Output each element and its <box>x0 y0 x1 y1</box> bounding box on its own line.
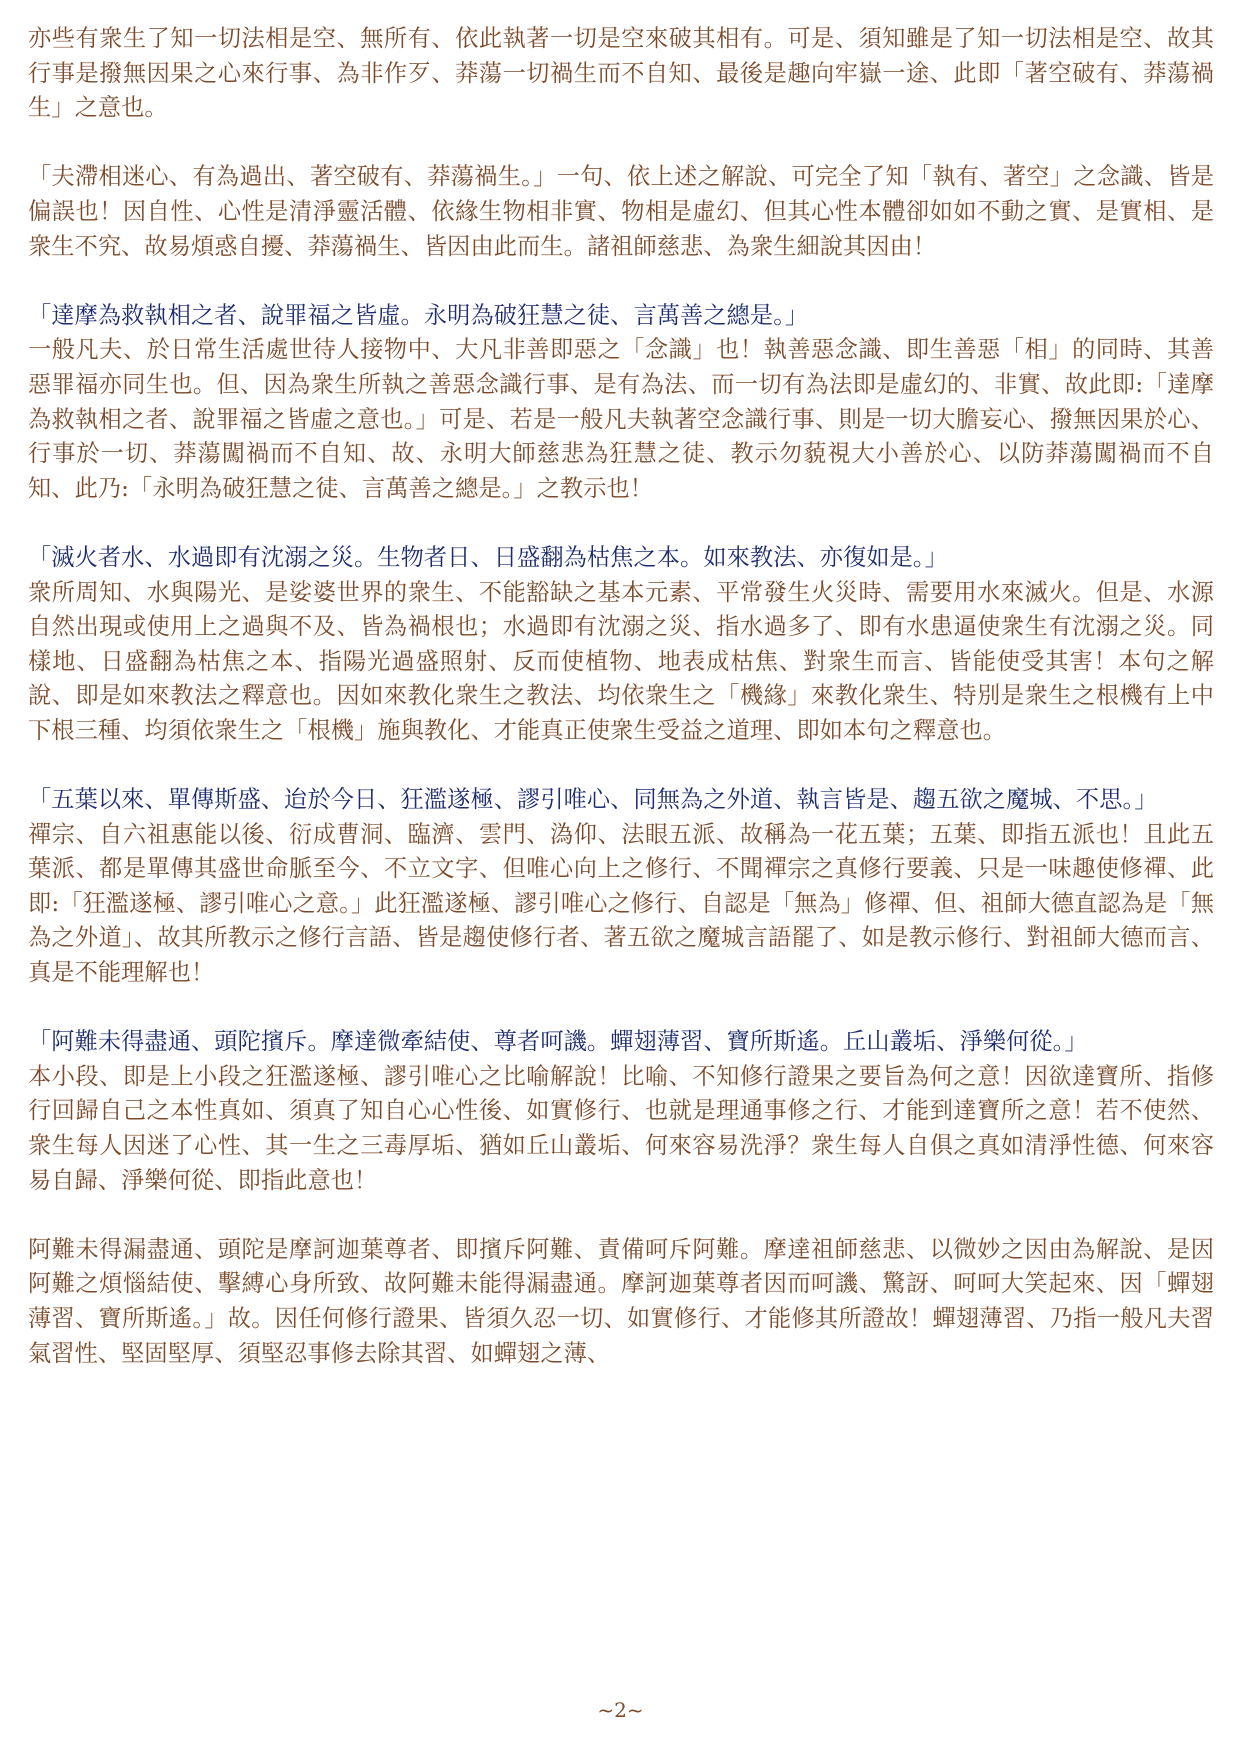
paragraph-5: 禪宗、自六祖惠能以後、衍成曹洞、臨濟、雲門、溈仰、法眼五派、故稱為一花五葉；五葉、即指五派也！且此五葉派、都是單傳其盛世命脈至今、不立文字、但唯心向上之修行、不聞禪宗之真修行要義、只是一味趣使修禪、此即:「狂濫遂極、謬引唯心之意。」此狂濫遂極、謬引唯心之修行、自認是「無為」修禪、但、祖師大德直認為是「無為之外道」、故其所教示之修行言語、皆是趨使修行者、著五欲之魔城言語罷了、如是教示修行、對祖師大德而言、真是不能理解也！ <box>28 820 1214 987</box>
paragraph-7: 阿難未得漏盡通、頭陀是摩訶迦葉尊者、即擯斥阿難、責備呵斥阿難。摩達祖師慈悲、以微妙之因由為解說、是因阿難之煩惱結使、擊縛心身所致、故阿難未能得漏盡通。摩訶迦葉尊者因而呵譏、驚訝、呵呵大笑起來、因「蟬翅薄習、寶所斯遙。」故。因任何修行證果、皆須久忍一切、如實修行、才能修其所證故！蟬翅薄習、乃指一般凡夫習氣習性、堅固堅厚、須堅忍事修去除其習、如蟬翅之薄、 <box>28 1235 1214 1367</box>
page-number: ~2~ <box>597 1698 644 1722</box>
quote-2: 「滅火者水、水過即有沈溺之災。生物者日、日盛翻為枯焦之本。如來教法、亦復如是。」 <box>28 543 948 571</box>
paragraph-1: 亦些有衆生了知一切法相是空、無所有、依此執著一切是空來破其相有。可是、須知雖是了知一切法相是空、故其行事是撥無因果之心來行事、為非作歹、莽蕩一切禍生而不自知、最後是趣向牢嶽一途、此即「著空破有、莽蕩禍生」之意也。 <box>28 25 1214 122</box>
paragraph-6: 本小段、即是上小段之狂濫遂極、謬引唯心之比喻解說！比喻、不知修行證果之要旨為何之意！因欲達寶所、指修行回歸自己之本性真如、須真了知自心心性後、如實修行、也就是理通事修之行、才能到達寶所之意！若不使然、衆生每人因迷了心性、其一生之三毒厚垢、猶如丘山叢垢、何來容易洗淨？衆生每人自俱之真如清淨性德、何來容易自歸、淨樂何從、即指此意也！ <box>28 1062 1214 1194</box>
paragraph-3: 一般凡夫、於日常生活處世待人接物中、大凡非善即惡之「念識」也！執善惡念識、即生善惡「相」的同時、其善惡罪福亦同生也。但、因為衆生所執之善惡念識行事、是有為法、而一切有為法即是虛幻的、非實、故此即:「達摩為救執相之者、說罪福之皆虛之意也。」可是、若是一般凡夫執著空念識行事、則是一切大膽妄心、撥無因果於心、行事於一切、莽蕩闖禍而不自知、故、永明大師慈悲為狂慧之徒、教示勿藐視大小善於心、以防莽蕩闖禍而不自知、此乃:「永明為破狂慧之徒、言萬善之總是。」之教示也！ <box>28 336 1214 502</box>
paragraph-4: 衆所周知、水與陽光、是娑婆世界的衆生、不能豁缺之基本元素、平常發生火災時、需要用水來滅火。但是、水源自然出現或使用上之過與不及、皆為禍根也；水過即有沈溺之災、指水過多了、即有水患逼使衆生有沈溺之災。同樣地、日盛翻為枯焦之本、指陽光過盛照射、反而使植物、地表成枯焦、對衆生而言、皆能使受其害！本句之解說、即是如來教法之釋意也。因如來教化衆生之教法、均依衆生之「機緣」來教化衆生、特別是衆生之根機有上中下根三種、均須依衆生之「根機」施與教化、才能真正使衆生受益之道理、即如本句之釋意也。 <box>28 578 1214 744</box>
page-body <box>28 22 1214 1371</box>
quote-3: 「五葉以來、單傳斯盛、迨於今日、狂濫遂極、謬引唯心、同無為之外道、執言皆是、趨五欲之魔城、不思。」 <box>28 786 1158 814</box>
paragraph-2: 「夫滯相迷心、有為過出、著空破有、莽蕩禍生。」一句、依上述之解說、可完全了知「執有、著空」之念識、皆是偏誤也！因自性、心性是清淨靈活體、依緣生物相非實、物相是虛幻、但其心性本體卻如如不動之實、是實相、是衆生不究、故易煩惑自擾、莽蕩禍生、皆因由此而生。諸祖師慈悲、為衆生細說其因由！ <box>28 163 1214 260</box>
quote-1: 「達摩為救執相之者、說罪福之皆虛。永明為破狂慧之徒、言萬善之總是。」 <box>28 301 809 329</box>
quote-4: 「阿難未得盡通、頭陀擯斥。摩達微牽結使、尊者呵譏。蟬翅薄習、寶所斯遙。丘山叢垢、淨樂何從。」 <box>28 1028 1088 1056</box>
